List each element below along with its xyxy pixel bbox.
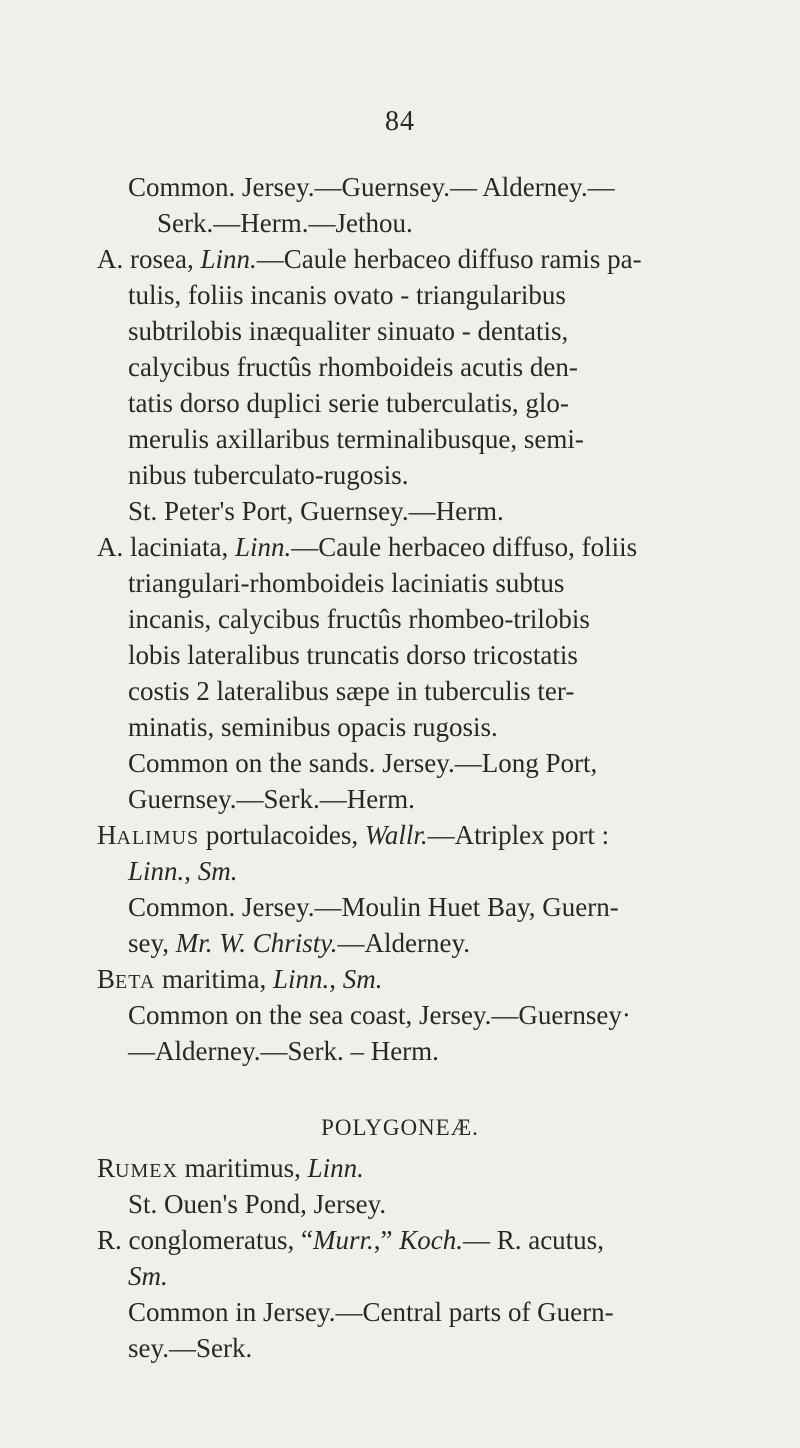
text-line: Guernsey.—Serk.—Herm. xyxy=(128,784,415,814)
text-line: lobis lateralibus truncatis dorso tricostatis xyxy=(128,640,578,670)
authority: Linn. xyxy=(234,532,292,562)
text-line: Serk.—Herm.—Jethou. xyxy=(157,208,413,238)
genus-smallcaps: UMEX xyxy=(115,1160,178,1182)
genus-smallcaps: ALIMUS xyxy=(116,827,200,849)
entry-beta-maritima xyxy=(97,962,383,999)
authority: Linn. xyxy=(200,244,257,274)
authority: Koch. xyxy=(399,1225,463,1255)
text-line: Common on the sands. Jersey.—Long Port, xyxy=(128,748,598,778)
text-span: sey, xyxy=(128,928,176,958)
text-line: costis 2 lateralibus sæpe in tuberculis ter- xyxy=(128,676,575,706)
authority: Murr. xyxy=(312,1225,374,1255)
text-line: Common. Jersey.—Guernsey.— Alderney.— xyxy=(128,172,615,202)
text-line xyxy=(128,926,470,960)
text-line: Common on the sea coast, Jersey.—Guernsey· xyxy=(128,1000,631,1030)
genus-initial: B xyxy=(97,964,116,994)
entry-atriplex-laciniata xyxy=(97,530,637,564)
authority: Sm. xyxy=(197,856,238,886)
authority: Linn. xyxy=(273,964,330,994)
text-line: sey.—Serk. xyxy=(128,1333,253,1363)
collector: Mr. W. Christy. xyxy=(175,928,338,958)
entry-atriplex-rosea xyxy=(97,242,642,276)
text-span: R. conglomeratus, “ xyxy=(97,1225,313,1255)
text-span: , xyxy=(184,856,198,886)
text-line xyxy=(128,854,238,888)
text-line: incanis, calycibus fructûs rhombeo-trilobis xyxy=(128,604,590,634)
section-heading: POLYGONEÆ. xyxy=(321,1115,479,1140)
text-line: —Alderney.—Serk. – Herm. xyxy=(128,1036,439,1066)
text-span: maritima, xyxy=(155,964,274,994)
text-span: ,” xyxy=(373,1225,400,1255)
authority: Sm. xyxy=(342,964,383,994)
text-line: triangulari-rhomboideis laciniatis subtus xyxy=(128,568,565,598)
text-span: , xyxy=(329,964,343,994)
text-line: merulis axillaribus terminalibusque, semi- xyxy=(128,424,584,454)
text-line: minatis, seminibus opacis rugosis. xyxy=(128,712,498,742)
authority: Linn. xyxy=(307,1153,364,1183)
text-line: tatis dorso duplici serie tuberculatis, glo- xyxy=(128,388,569,418)
text-line: St. Peter's Port, Guernsey.—Herm. xyxy=(128,496,504,526)
genus-initial: R xyxy=(97,1153,116,1183)
genus-smallcaps: ETA xyxy=(115,971,156,993)
text-span: — R. acutus, xyxy=(462,1225,604,1255)
text-line: Common in Jersey.—Central parts of Guern- xyxy=(128,1297,614,1327)
authority: Wallr. xyxy=(364,820,428,850)
entry-rumex-conglomeratus xyxy=(97,1223,604,1257)
page-number: 84 xyxy=(385,106,415,137)
text-span: maritimus, xyxy=(177,1153,308,1183)
text-span: —Caule herbaceo diffuso, foliis xyxy=(291,532,638,562)
text-span: —Alderney. xyxy=(337,928,471,958)
text-line: nibus tuberculato-rugosis. xyxy=(128,460,409,490)
authority: Linn. xyxy=(128,856,185,886)
text-line: Common. Jersey.—Moulin Huet Bay, Guern- xyxy=(128,892,619,922)
text-span: A. laciniata, xyxy=(97,532,235,562)
entry-rumex-maritimus xyxy=(97,1151,364,1188)
entry-halimus xyxy=(97,818,609,855)
text-span: portulacoides, xyxy=(199,820,365,850)
text-line: tulis, foliis incanis ovato - triangularibus xyxy=(128,280,566,310)
text-span: —Atriplex port : xyxy=(427,820,610,850)
text-span: A. rosea, xyxy=(97,244,201,274)
authority-line: Sm. xyxy=(128,1261,168,1291)
text-line: subtrilobis inæqualiter sinuato - dentatis, xyxy=(128,316,569,346)
text-line: calycibus fructûs rhomboideis acutis den- xyxy=(128,352,578,382)
text-line: St. Ouen's Pond, Jersey. xyxy=(128,1189,387,1219)
text-span: —Caule herbaceo diffuso ramis pa- xyxy=(256,244,642,274)
genus-initial: H xyxy=(97,820,117,850)
